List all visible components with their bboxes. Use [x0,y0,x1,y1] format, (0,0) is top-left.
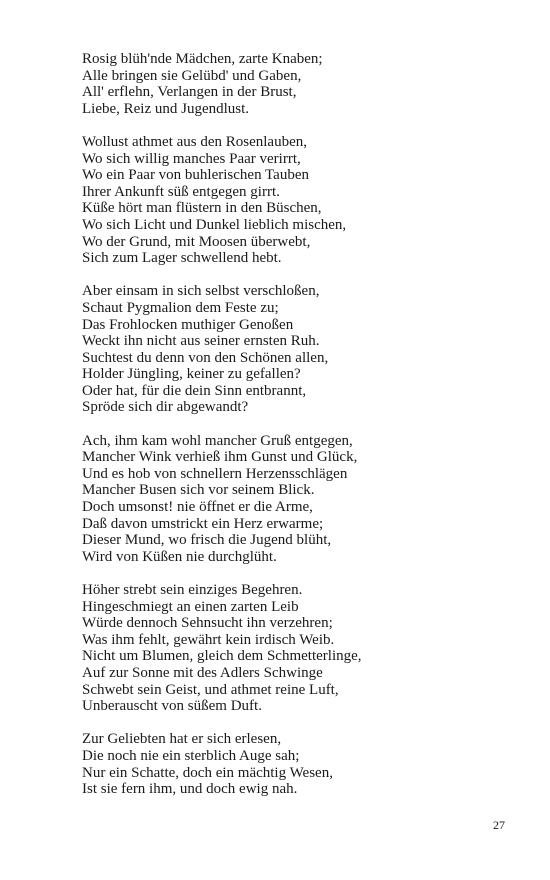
verse-line: Ihrer Ankunft süß entgegen girrt. [82,183,280,200]
verse-line: Holder Jüngling, keiner zu gefallen? [82,366,301,383]
verse-line: Höher strebt sein einziges Begehren. [82,582,303,598]
verse-line: Schaut Pygmalion dem Feste zu; [82,299,279,316]
verse-line: Ach, ihm kam wohl mancher Gruß entgegen, [82,432,353,449]
verse-line: Wo der Grund, mit Moosen überwebt, [82,233,311,250]
stanza-6 [82,731,522,797]
verse-line: Daß davon umstrickt ein Herz erwarme; [82,515,324,532]
verse-line: Wird von Küßen nie durchglüht. [82,548,277,565]
verse-line: Hingeschmiegt an einen zarten Leib [82,598,299,615]
verse-line: Sich zum Lager schwellend hebt. [82,250,282,267]
verse-line: Suchtest du denn von den Schönen allen, [82,349,329,366]
verse-line: Die noch nie ein sterblich Auge sah; [82,747,300,764]
verse-line: Wo sich willig manches Paar verirrt, [82,150,301,167]
verse-line: Doch umsonst! nie öffnet er die Arme, [82,499,313,516]
verse-line: Schwebt sein Geist, und athmet reine Luft, [82,681,339,698]
verse-line: Zur Geliebten hat er sich erlesen, [82,731,282,748]
poem [82,51,522,814]
verse-line: Wo ein Paar von buhlerischen Tauben [82,167,309,184]
verse-line: Oder hat, für die dein Sinn entbrannt, [82,382,307,399]
verse-line: Würde dennoch Sehnsucht ihn verzehren; [82,615,333,632]
verse-line: Wollust athmet aus den Rosenlauben, [82,133,307,150]
verse-line: Auf zur Sonne mit des Adlers Schwinge [82,664,323,681]
verse-line: Mancher Busen sich vor seinem Blick. [82,482,315,499]
verse-line: Aber einsam in sich selbst verschloßen, [82,283,320,300]
verse-line: Rosig blüh'nde Mädchen, zarte Knaben; [82,51,323,67]
stanza-2 [82,134,522,267]
verse-line: Und es hob von schnellern Herzensschlägen [82,465,348,482]
stanza-3 [82,283,522,416]
stanza-5 [82,582,522,715]
verse-line: Spröde sich dir abgewandt? [82,399,249,416]
verse-line: Unberauscht von süßem Duft. [82,698,262,715]
stanza-4 [82,433,522,566]
verse-line: Wo sich Licht und Dunkel lieblich mischen, [82,216,347,233]
page-number: 27 [493,818,505,832]
verse-line: Ist sie fern ihm, und doch ewig nah. [82,781,298,798]
verse-line: Dieser Mund, wo frisch die Jugend blüht, [82,532,332,549]
verse-line: Nur ein Schatte, doch ein mächtig Wesen, [82,764,333,781]
verse-line: Weckt ihn nicht aus seiner ernsten Ruh. [82,333,320,350]
verse-line: Was ihm fehlt, gewährt kein irdisch Weib. [82,631,335,648]
verse-line: Das Frohlocken muthiger Genoßen [82,316,294,333]
verse-line: Mancher Wink verhieß ihm Gunst und Glück, [82,449,358,466]
verse-line: All' erflehn, Verlangen in der Brust, [82,84,297,101]
verse-line: Nicht um Blumen, gleich dem Schmetterlinge, [82,648,362,665]
verse-line: Alle bringen sie Gelübd' und Gaben, [82,67,302,84]
stanza-1 [82,51,522,117]
verse-line: Küße hört man flüstern in den Büschen, [82,200,322,217]
verse-line: Liebe, Reiz und Jugendlust. [82,100,250,117]
